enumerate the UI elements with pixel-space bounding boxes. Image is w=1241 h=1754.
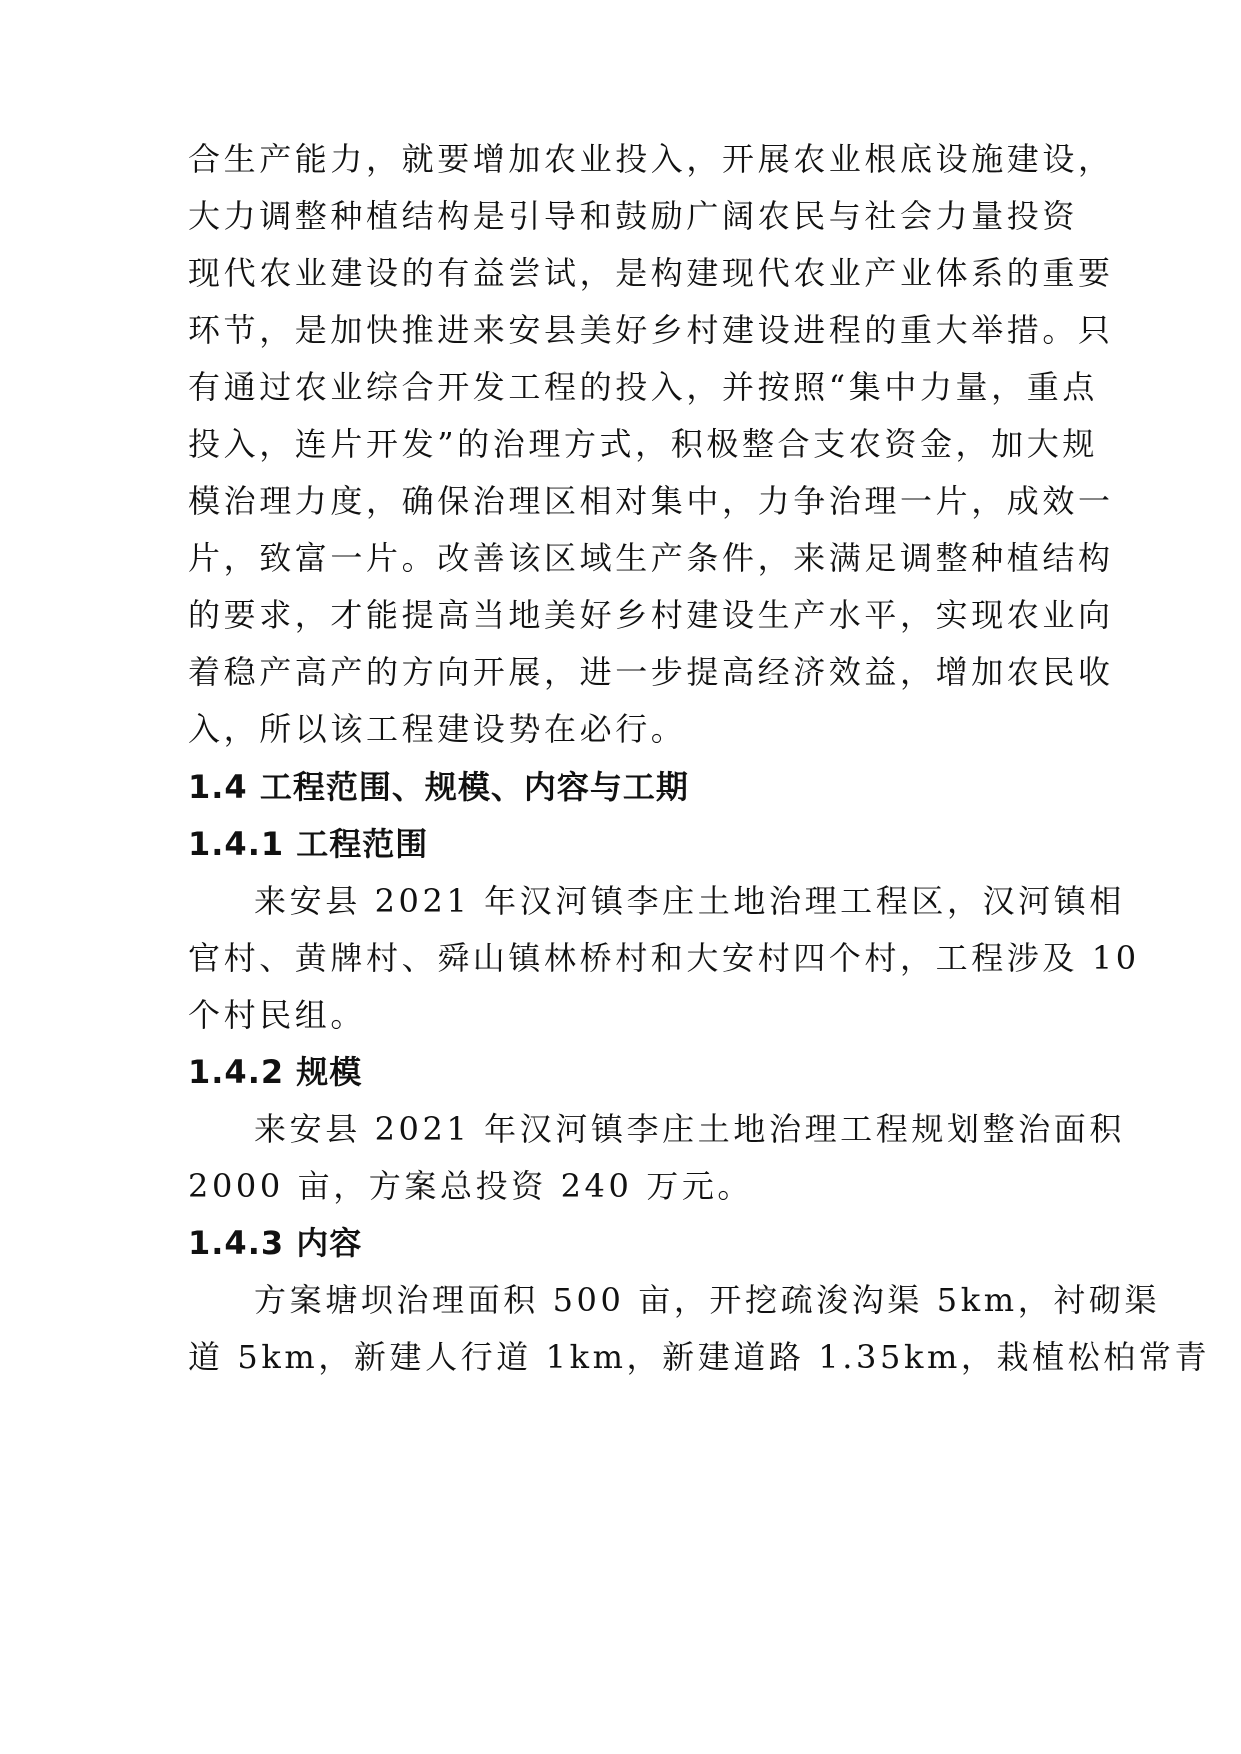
section-heading-1-4-3: 1.4.3 内容: [188, 1224, 363, 1262]
paragraph-line: 道 5km，新建人行道 1km，新建道路 1.35km，栽植松柏常青: [188, 1338, 1211, 1376]
paragraph-line: 投入，连片开发”的治理方式，积极整合支农资金，加大规: [188, 425, 1098, 463]
paragraph-line: 现代农业建设的有益尝试，是构建现代农业产业体系的重要: [188, 254, 1114, 292]
paragraph-line: 入，所以该工程建设势在必行。: [188, 710, 687, 748]
paragraph-line: 大力调整种植结构是引导和鼓励广阔农民与社会力量投资: [188, 197, 1079, 235]
paragraph-line: 个村民组。: [188, 996, 367, 1034]
paragraph-line: 来安县 2021 年汉河镇李庄土地治理工程规划整治面积: [254, 1110, 1125, 1148]
paragraph-line: 合生产能力，就要增加农业投入，开展农业根底设施建设，: [188, 140, 1114, 178]
paragraph-line: 环节，是加快推进来安县美好乡村建设进程的重大举措。只: [188, 311, 1114, 349]
paragraph-line: 模治理力度，确保治理区相对集中，力争治理一片，成效一: [188, 482, 1114, 520]
paragraph-line: 来安县 2021 年汉河镇李庄土地治理工程区，汉河镇相: [254, 882, 1125, 920]
section-heading-1-4: 1.4 工程范围、规模、内容与工期: [188, 768, 689, 806]
paragraph-line: 着稳产高产的方向开展，进一步提高经济效益，增加农民收: [188, 653, 1114, 691]
paragraph-line: 的要求，才能提高当地美好乡村建设生产水平，实现农业向: [188, 596, 1114, 634]
section-heading-1-4-1: 1.4.1 工程范围: [188, 825, 429, 863]
paragraph-line: 有通过农业综合开发工程的投入，并按照“集中力量，重点: [188, 368, 1098, 406]
paragraph-line: 片，致富一片。改善该区域生产条件，来满足调整种植结构: [188, 539, 1114, 577]
paragraph-line: 官村、黄牌村、舜山镇林桥村和大安村四个村，工程涉及 10: [188, 939, 1140, 977]
paragraph-line: 方案塘坝治理面积 500 亩，开挖疏浚沟渠 5km，衬砌渠: [254, 1281, 1161, 1319]
paragraph-line: 2000 亩，方案总投资 240 万元。: [188, 1167, 754, 1205]
section-heading-1-4-2: 1.4.2 规模: [188, 1053, 363, 1091]
